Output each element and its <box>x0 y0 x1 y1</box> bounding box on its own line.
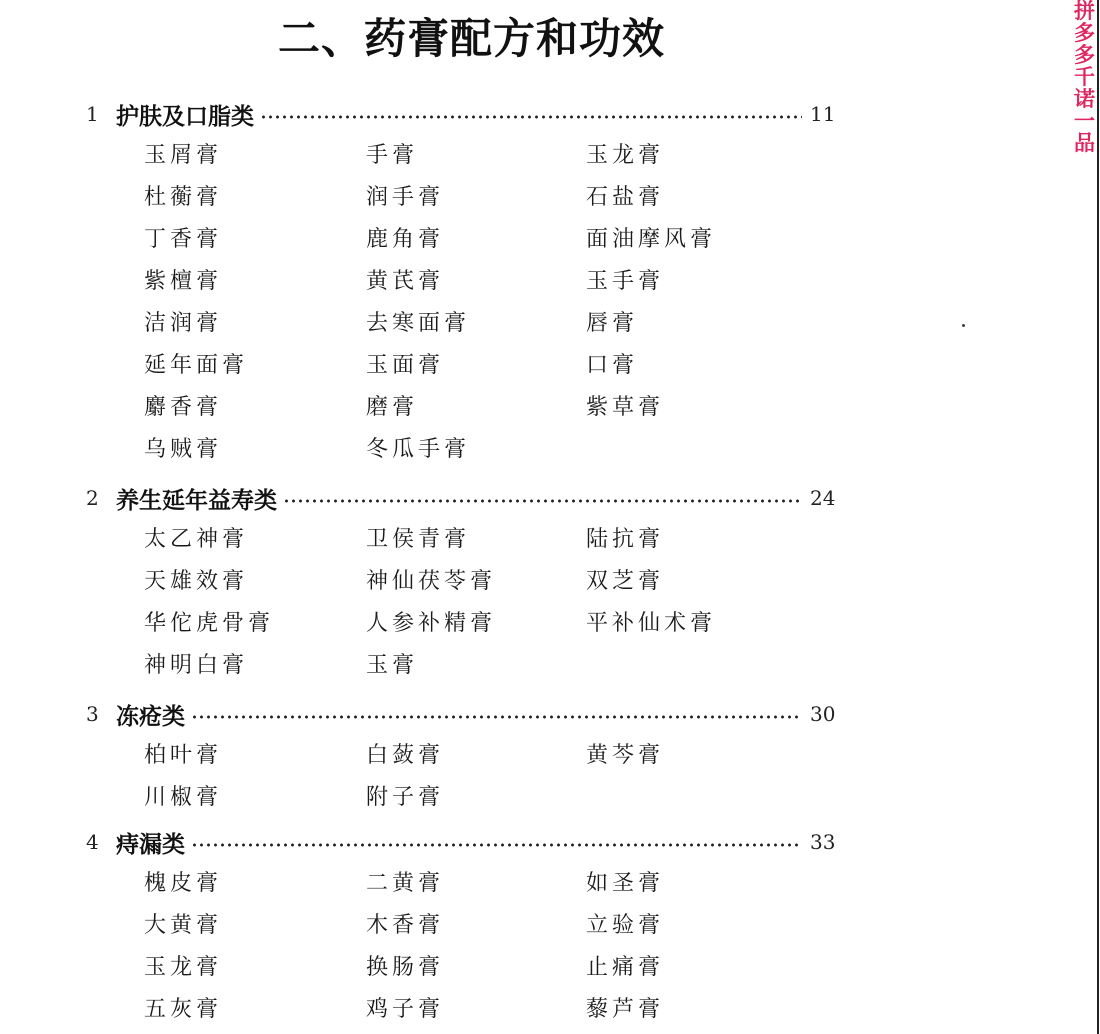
scan-speck <box>962 324 965 327</box>
list-item: 玉面膏 <box>366 353 445 378</box>
list-item: 唇膏 <box>586 311 639 336</box>
list-item: 紫草膏 <box>586 395 665 420</box>
list-item: 人参补精膏 <box>366 611 497 636</box>
section-title: 痔漏类 <box>116 831 185 858</box>
list-item: 玉膏 <box>366 653 419 678</box>
list-item: 卫侯青膏 <box>366 527 471 552</box>
list-item: 去寒面膏 <box>366 311 471 336</box>
list-item: 天雄效膏 <box>144 569 249 594</box>
section-number: 3 <box>86 702 99 726</box>
section-page-number: 24 <box>810 486 836 510</box>
section-heading[interactable] <box>86 480 846 516</box>
list-item: 黄芪膏 <box>366 269 445 294</box>
list-item: 冬瓜手膏 <box>366 437 471 462</box>
list-item: 白蔹膏 <box>366 743 445 768</box>
list-item: 平补仙术膏 <box>586 611 717 636</box>
leader-dots <box>260 115 802 119</box>
list-item: 立验膏 <box>586 913 665 938</box>
section-heading[interactable] <box>86 824 846 860</box>
list-item: 大黄膏 <box>144 913 223 938</box>
list-item: 木香膏 <box>366 913 445 938</box>
list-item: 玉手膏 <box>586 269 665 294</box>
list-item: 手膏 <box>366 143 419 168</box>
list-item: 双芝膏 <box>586 569 665 594</box>
list-item: 太乙神膏 <box>144 527 249 552</box>
list-item: 润手膏 <box>366 185 445 210</box>
list-item: 乌贼膏 <box>144 437 223 462</box>
section-number: 1 <box>86 102 99 126</box>
page-title: 二、药膏配方和功效 <box>278 14 666 63</box>
list-item: 神仙茯苓膏 <box>366 569 497 594</box>
list-item: 杜蘅膏 <box>144 185 223 210</box>
section-title: 护肤及口脂类 <box>116 103 254 130</box>
list-item: 紫檀膏 <box>144 269 223 294</box>
list-item: 如圣膏 <box>586 871 665 896</box>
list-item: 玉龙膏 <box>586 143 665 168</box>
list-item: 藜芦膏 <box>586 997 665 1022</box>
list-item: 丁香膏 <box>144 227 223 252</box>
section-title: 冻疮类 <box>116 703 185 730</box>
list-item: 玉龙膏 <box>144 955 223 980</box>
page-edge-divider <box>1097 0 1099 1034</box>
list-item: 洁润膏 <box>144 311 223 336</box>
list-item: 延年面膏 <box>144 353 249 378</box>
section-title: 养生延年益寿类 <box>116 487 277 514</box>
list-item: 槐皮膏 <box>144 871 223 896</box>
leader-dots <box>191 843 802 847</box>
list-item: 磨膏 <box>366 395 419 420</box>
list-item: 口膏 <box>586 353 639 378</box>
list-item: 柏叶膏 <box>144 743 223 768</box>
list-item: 神明白膏 <box>144 653 249 678</box>
list-item: 二黄膏 <box>366 871 445 896</box>
section-number: 4 <box>86 830 99 854</box>
list-item: 川椒膏 <box>144 785 223 810</box>
list-item: 华佗虎骨膏 <box>144 611 275 636</box>
list-item: 石盐膏 <box>586 185 665 210</box>
section-number: 2 <box>86 486 99 510</box>
section-heading[interactable] <box>86 96 846 132</box>
list-item: 陆抗膏 <box>586 527 665 552</box>
list-item: 附子膏 <box>366 785 445 810</box>
list-item: 面油摩风膏 <box>586 227 717 252</box>
leader-dots <box>283 499 802 503</box>
list-item: 鹿角膏 <box>366 227 445 252</box>
section-page-number: 11 <box>810 102 836 126</box>
list-item: 换肠膏 <box>366 955 445 980</box>
list-item: 止痛膏 <box>586 955 665 980</box>
list-item: 黄芩膏 <box>586 743 665 768</box>
list-item: 鸡子膏 <box>366 997 445 1022</box>
list-item: 玉屑膏 <box>144 143 223 168</box>
section-page-number: 33 <box>810 830 836 854</box>
section-heading[interactable] <box>86 696 846 732</box>
section-page-number: 30 <box>810 702 836 726</box>
list-item: 麝香膏 <box>144 395 223 420</box>
list-item: 五灰膏 <box>144 997 223 1022</box>
leader-dots <box>191 715 802 719</box>
store-watermark: 拼多多千诺一品 <box>1074 0 1095 154</box>
